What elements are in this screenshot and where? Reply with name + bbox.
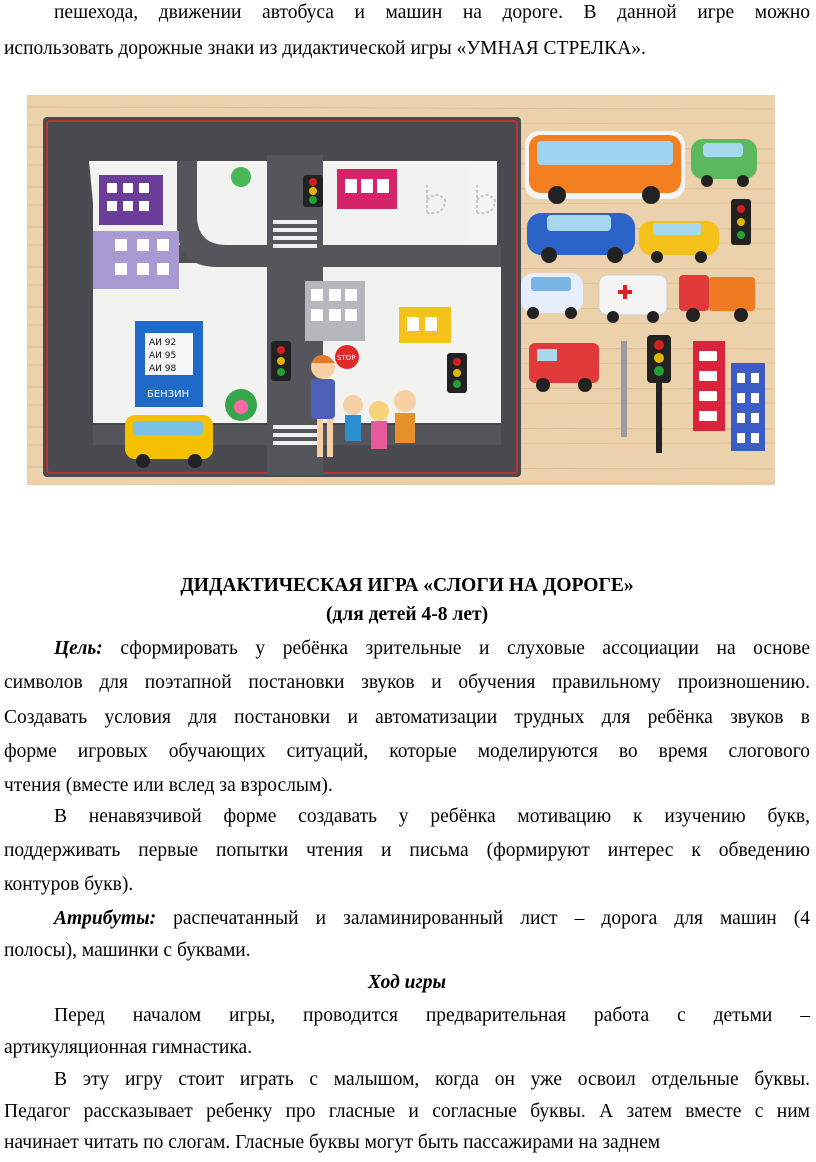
attributes-text: распечатанный и заламинированный лист – дорога для машин (4 xyxy=(173,908,810,929)
attributes-label: Атрибуты: xyxy=(54,908,157,929)
text-line: символов для поэтапной постановки звуков и обучения правильному произношению. xyxy=(4,672,810,693)
attributes-first-line xyxy=(54,907,810,931)
text-line: В ненавязчивой форме создавать у ребёнка мотивацию к изучению букв, xyxy=(54,806,810,827)
game-board-photo xyxy=(27,95,775,485)
section-title: Ход игры xyxy=(368,972,446,993)
text-line: Перед началом игры, проводится предварительная работа с детьми – xyxy=(54,1005,810,1026)
fuel-station-label: БЕНЗИН xyxy=(147,389,190,400)
text-line: пешехода, движении автобуса и машин на дороге. В данной игре можно xyxy=(54,2,810,23)
text-line: артикуляционная гимнастика. xyxy=(4,1037,253,1058)
stop-sign-text: STOP xyxy=(337,354,356,362)
fuel-row: АИ 92 xyxy=(149,338,177,348)
goal-text: сформировать у ребёнка зрительные и слуховые ассоциации на основе xyxy=(120,638,811,659)
text-line: использовать дорожные знаки из дидактической игры «УМНАЯ СТРЕЛКА». xyxy=(4,38,646,59)
text-line: форме игровых обучающих ситуаций, которые моделируются во время слогового xyxy=(4,741,810,762)
fuel-row: АИ 95 xyxy=(149,351,177,361)
text-line: поддерживать первые попытки чтения и письма (формируют интерес к обведению xyxy=(4,840,810,861)
text-line: чтения (вместе или вслед за взрослым). xyxy=(4,775,333,796)
text-line: Создавать условия для постановки и автоматизации трудных для ребёнка звуков в xyxy=(4,707,810,728)
fuel-row: АИ 98 xyxy=(149,364,177,374)
page-subtitle: (для детей 4-8 лет) xyxy=(325,604,489,625)
text-line: начинает читать по слогам. Гласные буквы могут быть пассажирами на заднем xyxy=(4,1132,661,1153)
text-line: В эту игру стоит играть с малышом, когда он уже освоил отдельные буквы. xyxy=(54,1069,810,1090)
goal-first-line xyxy=(54,637,810,661)
page-title: ДИДАКТИЧЕСКАЯ ИГРА «СЛОГИ НА ДОРОГЕ» xyxy=(180,575,634,596)
text-line: контуров букв). xyxy=(4,874,134,895)
goal-label: Цель: xyxy=(54,638,103,659)
text-line: Педагог рассказывает ребенку про гласные и согласные буквы. А затем вместе с ним xyxy=(4,1101,810,1122)
text-line: полосы), машинки с буквами. xyxy=(4,940,251,961)
